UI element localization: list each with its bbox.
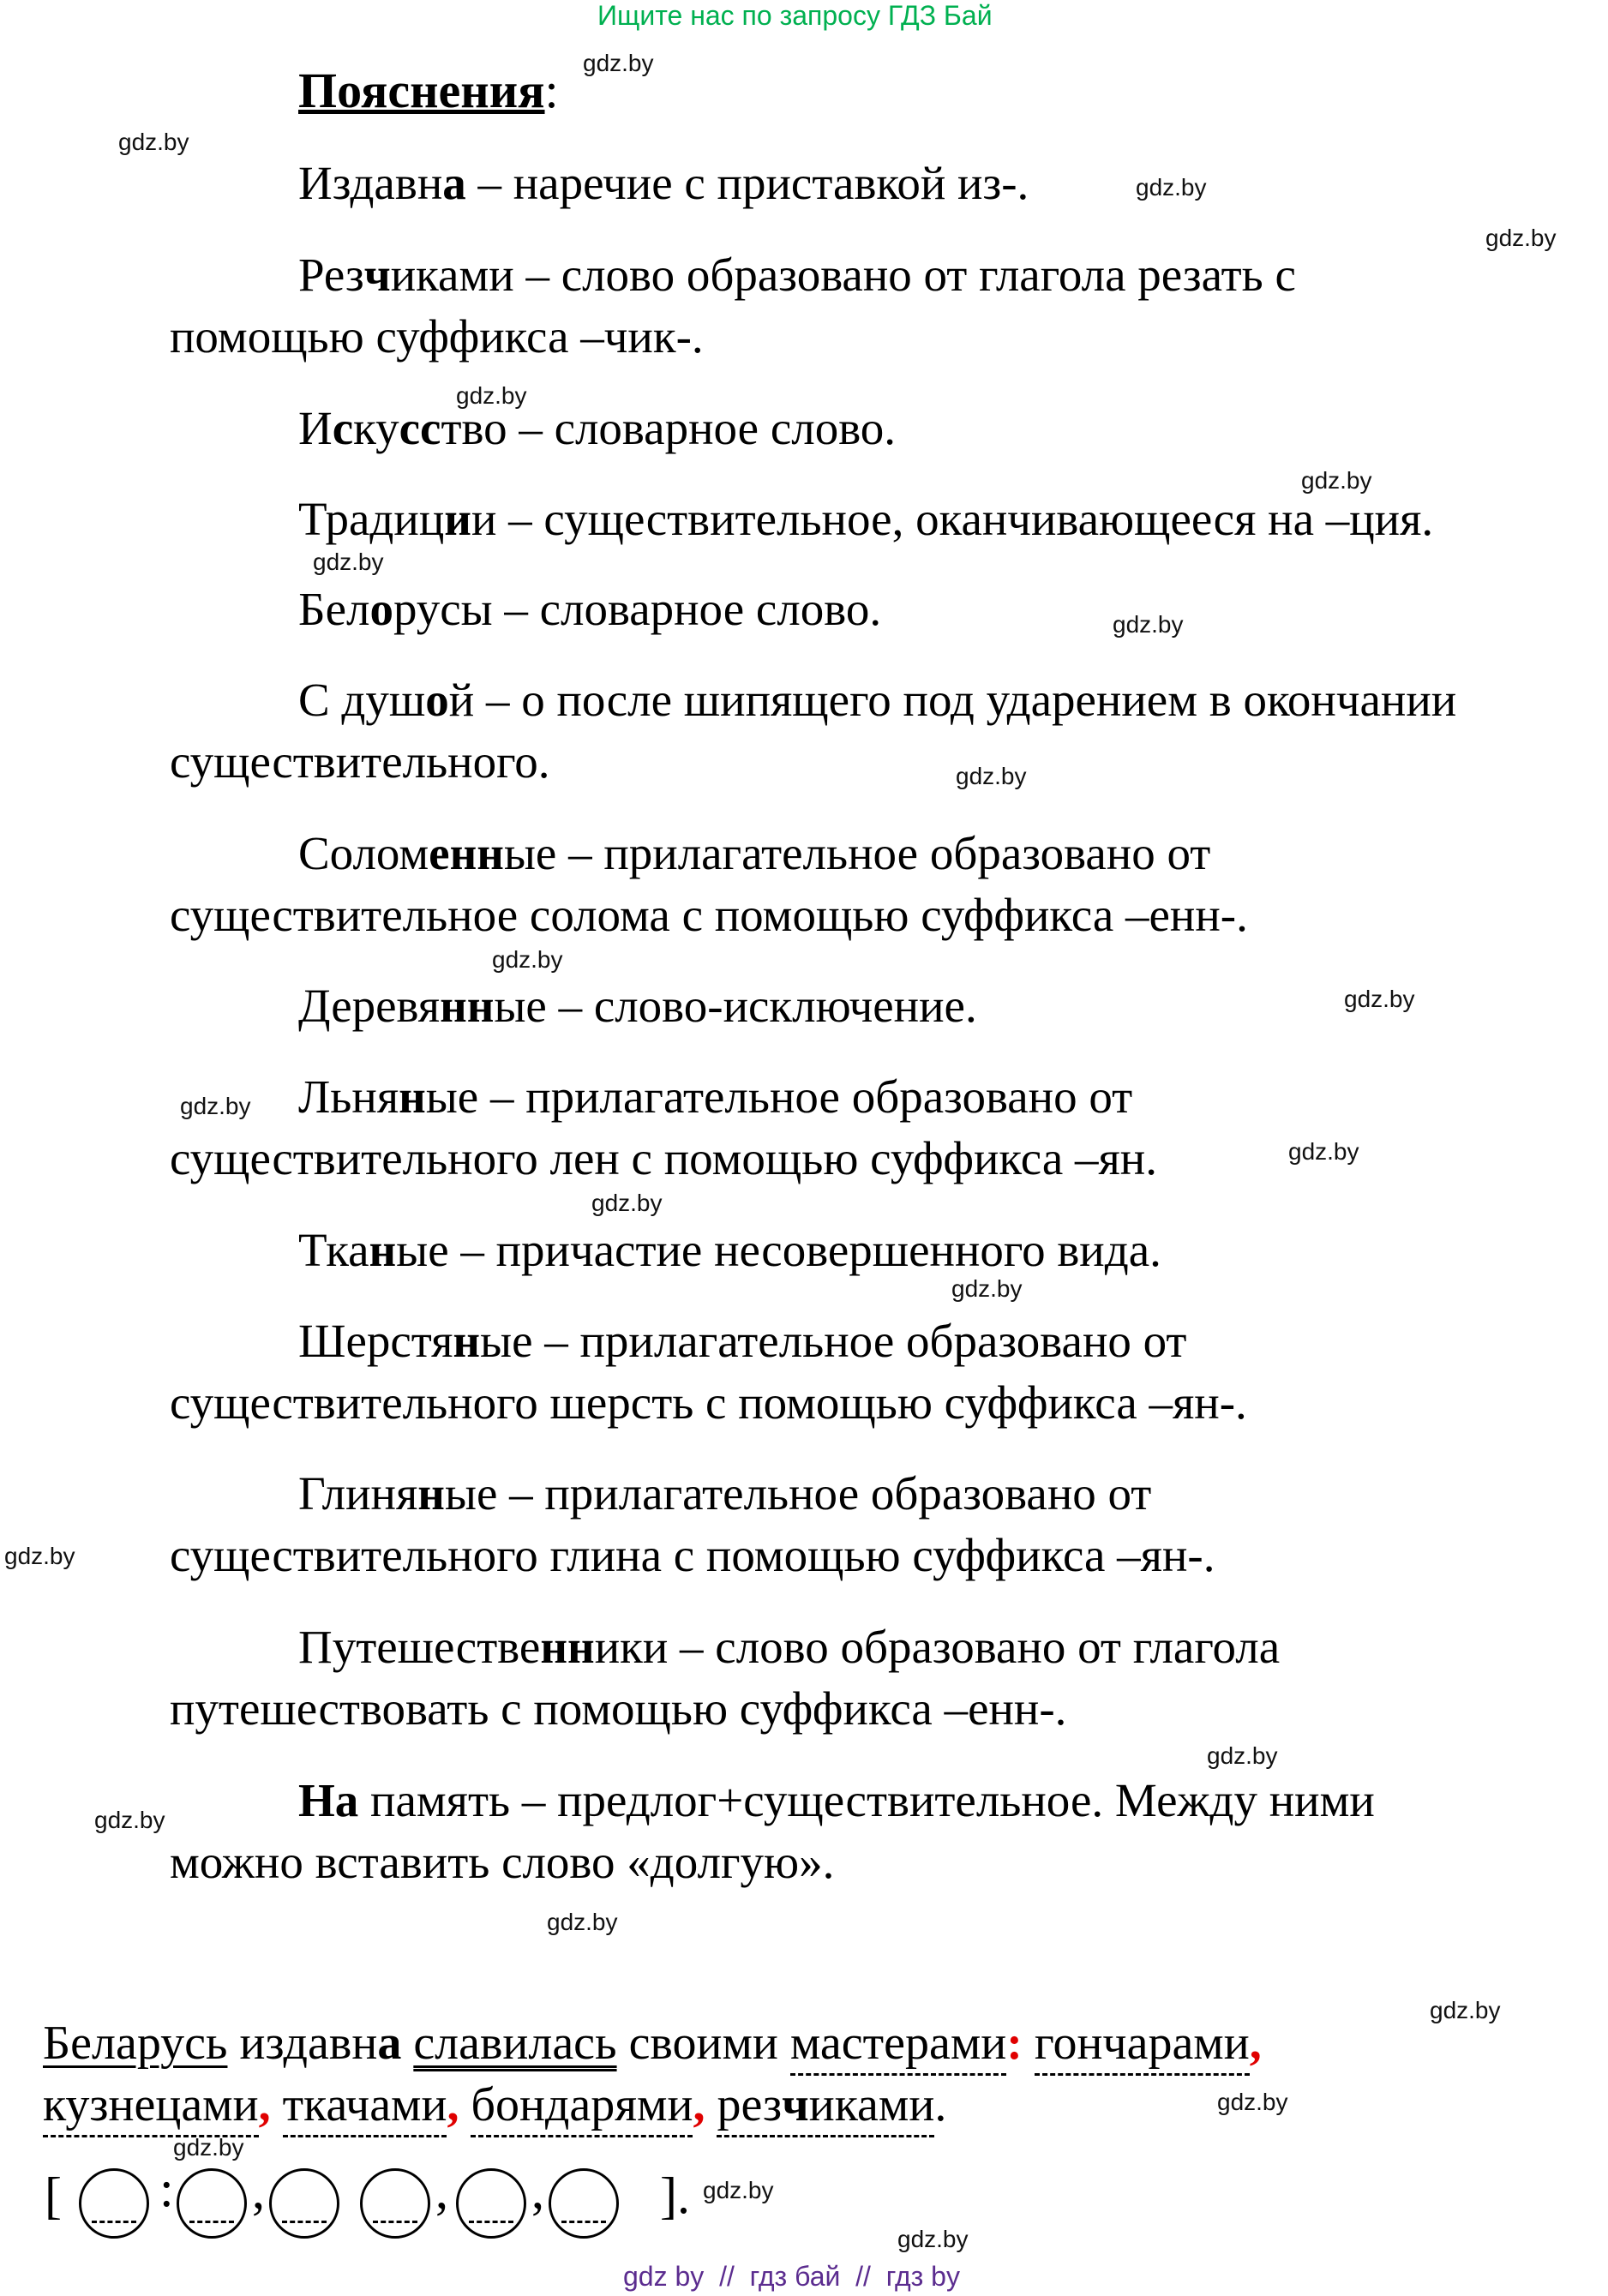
text: Тка [298, 1224, 369, 1276]
explanation-4 [298, 489, 1433, 550]
watermark: gdz.by [1136, 174, 1207, 201]
watermark: gdz.by [173, 2134, 244, 2161]
explanation-7 [298, 823, 1210, 884]
text: Шерстя [298, 1315, 453, 1367]
object-word: мастерами [790, 2017, 1006, 2076]
text: иками – слово образовано от глагола резать с [390, 249, 1296, 301]
adverb-word [239, 2017, 401, 2070]
text: своими [616, 2017, 790, 2070]
text: ые – прилагательное образовано от [503, 827, 1211, 879]
colon-mark: : [1006, 2017, 1023, 2070]
highlight: о [369, 583, 393, 635]
explanation-12 [298, 1463, 1151, 1525]
explanation-9 [298, 1066, 1132, 1128]
homogeneous-word-2: кузнецами [43, 2078, 259, 2137]
explanation-3 [298, 398, 896, 459]
watermark: gdz.by [492, 946, 563, 973]
text: й – о после шипящего под ударением в окончании [448, 674, 1457, 726]
explanation-11-cont: существительного шерсть с помощью суффикса –ян-. [170, 1376, 1247, 1429]
watermark: gdz.by [4, 1543, 75, 1569]
watermark: gdz.by [951, 1275, 1023, 1302]
text: Льня [298, 1070, 399, 1123]
highlight: о [425, 674, 449, 726]
watermark: gdz.by [1430, 1997, 1501, 2023]
schema-circle-3 [269, 2168, 339, 2239]
text: Традиц [298, 493, 445, 545]
text: Глиня [298, 1467, 418, 1520]
watermark: gdz.by [313, 549, 384, 575]
homogeneous-word-4: бондарями [471, 2078, 693, 2137]
watermark: gdz.by [1207, 1742, 1278, 1769]
text: рез [717, 2078, 783, 2131]
schema-circle-2 [177, 2168, 247, 2239]
watermark: gdz.by [94, 1807, 165, 1833]
watermark: gdz.by [1288, 1138, 1359, 1165]
schema-circle-5 [456, 2168, 526, 2239]
highlight: На [298, 1774, 359, 1826]
watermark: gdz.by [1301, 467, 1372, 494]
watermark: gdz.by [118, 129, 189, 155]
highlight: ч [363, 249, 391, 301]
text: ые – прилагательное образовано от [480, 1315, 1187, 1367]
text: память – предлог+существительное. Между ними [358, 1774, 1375, 1826]
highlight: н [417, 1467, 445, 1520]
text: ые – слово-исключение. [494, 980, 977, 1032]
sentence-line-1 [43, 2012, 1262, 2074]
watermark: gdz.by [583, 50, 654, 76]
watermark: gdz.by [1113, 611, 1184, 638]
text: издавн [239, 2017, 378, 2070]
comma-mark: , [1249, 2017, 1262, 2070]
highlight: сс [399, 402, 441, 454]
text: И [298, 402, 333, 454]
schema-colon: : [159, 2161, 174, 2217]
explanation-14-cont: можно вставить слово «долгую». [170, 1836, 835, 1888]
schema-circle-1 [79, 2168, 149, 2239]
top-search-note: Ищите нас по запросу ГДЗ Бай [597, 0, 993, 31]
highlight: нн [540, 1621, 595, 1673]
schema-comma: , [435, 2162, 448, 2219]
watermark: gdz.by [956, 763, 1027, 789]
explanation-5 [298, 578, 881, 640]
explanation-1 [298, 153, 1029, 214]
heading-colon: : [544, 63, 559, 118]
schema-comma: , [531, 2162, 544, 2219]
schema-close-bracket: ] [660, 2167, 677, 2224]
explanation-13-cont: путешествовать с помощью суффикса –енн-. [170, 1682, 1067, 1735]
highlight: нн [440, 980, 495, 1032]
highlight: н [369, 1224, 397, 1276]
highlight: енн [429, 827, 504, 879]
explanation-10 [298, 1220, 1161, 1281]
footer-links: gdz by // гдз бай // гдз by [623, 2261, 960, 2292]
comma-mark: , [447, 2078, 459, 2131]
watermark: gdz.by [180, 1093, 251, 1119]
comma-mark: , [693, 2078, 705, 2131]
text: С душ [298, 674, 426, 726]
sentence-line-2 [43, 2074, 946, 2136]
explanation-2 [298, 244, 1296, 306]
watermark: gdz.by [591, 1190, 663, 1216]
explanation-7-cont: существительное солома с помощью суффикса –енн-. [170, 889, 1248, 941]
text: Издавн [298, 157, 443, 209]
explanation-2-cont: помощью суффикса –чик-. [170, 310, 704, 363]
highlight: н [399, 1070, 426, 1123]
text: ку [353, 402, 399, 454]
schema-open-bracket: [ [45, 2167, 62, 2224]
text: Путешестве [298, 1621, 541, 1673]
text: Бел [298, 583, 370, 635]
highlight: а [377, 2017, 402, 2070]
text: ые – прилагательное образовано от [444, 1467, 1152, 1520]
text: – наречие с приставкой из-. [465, 157, 1029, 209]
highlight: а [442, 157, 466, 209]
text: ые – причастие несовершенного вида. [396, 1224, 1161, 1276]
text: и – существительное, оканчивающееся на –ция. [471, 493, 1434, 545]
highlight: ч [782, 2078, 809, 2131]
schema-circle-4 [360, 2168, 430, 2239]
predicate-word: славилась [413, 2017, 617, 2070]
homogeneous-word-1: гончарами [1035, 2017, 1250, 2076]
heading-text: Пояснения [298, 63, 545, 118]
watermark: gdz.by [547, 1909, 618, 1935]
comma-mark: , [258, 2078, 271, 2131]
text: ые – прилагательное образовано от [425, 1070, 1133, 1123]
homogeneous-word-5 [717, 2078, 934, 2137]
explanation-11 [298, 1310, 1186, 1372]
text: русы – словарное слово. [393, 583, 882, 635]
watermark: gdz.by [1485, 225, 1557, 251]
text: иками [808, 2078, 935, 2131]
explanation-8 [298, 975, 977, 1037]
watermark: gdz.by [1344, 986, 1415, 1012]
text: тво – словарное слово. [441, 402, 897, 454]
period-mark: . [934, 2078, 947, 2131]
schema-period: . [677, 2167, 690, 2224]
subject-word: Беларусь [43, 2017, 228, 2070]
schema-circle-6 [549, 2168, 619, 2239]
watermark: gdz.by [897, 2226, 969, 2252]
watermark: gdz.by [456, 382, 527, 409]
text: Рез [298, 249, 364, 301]
highlight: и [444, 493, 471, 545]
homogeneous-word-3: ткачами [283, 2078, 447, 2137]
explanation-6 [298, 669, 1456, 731]
highlight: н [453, 1315, 481, 1367]
explanation-14 [298, 1770, 1375, 1831]
section-heading [298, 62, 559, 119]
text: ики – слово образовано от глагола [594, 1621, 1281, 1673]
text: Деревя [298, 980, 441, 1032]
explanation-9-cont: существительного лен с помощью суффикса –ян. [170, 1132, 1157, 1184]
watermark: gdz.by [703, 2177, 774, 2203]
watermark: gdz.by [1217, 2089, 1288, 2115]
explanation-6-cont: существительного. [170, 735, 550, 788]
highlight: с [332, 402, 354, 454]
explanation-12-cont: существительного глина с помощью суффикса –ян-. [170, 1529, 1215, 1581]
explanation-13 [298, 1616, 1280, 1678]
schema-comma: , [252, 2162, 265, 2219]
text: Солом [298, 827, 429, 879]
